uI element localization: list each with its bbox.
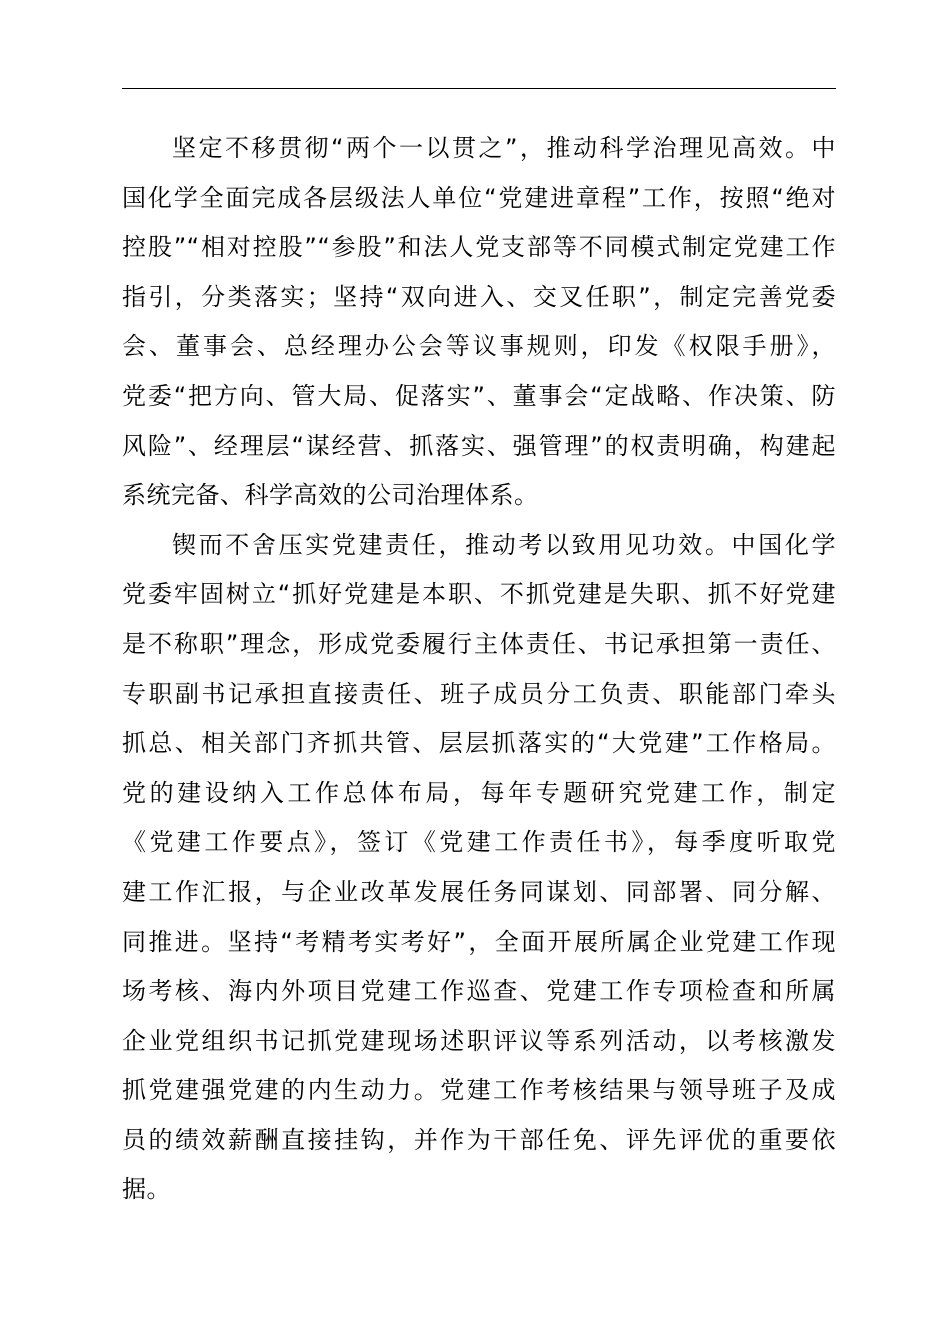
paragraph-line: 风险”、经理层“谋经营、抓落实、强管理”的权责明确，构建起 (122, 431, 836, 460)
paragraph-line: 会、董事会、总经理办公会等议事规则，印发《权限手册》， (122, 332, 836, 361)
paragraph-responsibility (122, 521, 836, 1215)
paragraph-line: 建工作汇报，与企业改革发展任务同谋划、同部署、同分解、 (122, 877, 836, 906)
paragraph-line: 员的绩效薪酬直接挂钩，并作为干部任免、评先评优的重要依 (122, 1125, 836, 1154)
paragraph-line: 专职副书记承担直接责任、班子成员分工负责、职能部门牵头 (122, 679, 836, 708)
paragraph-line: 抓总、相关部门齐抓共管、层层抓落实的“大党建”工作格局。 (122, 729, 836, 758)
paragraph-line: 党委“把方向、管大局、促落实”、董事会“定战略、作决策、防 (122, 381, 836, 410)
paragraph-line: 控股”“相对控股”“参股”和法人党支部等不同模式制定党建工作 (122, 233, 836, 262)
paragraph-line: 场考核、海内外项目党建工作巡查、党建工作专项检查和所属 (122, 977, 836, 1006)
paragraph-line: 系统完备、科学高效的公司治理体系。 (122, 481, 539, 510)
paragraph-line: 坚定不移贯彻“两个一以贯之”，推动科学治理见高效。中 (172, 134, 836, 162)
paragraph-line: 党的建设纳入工作总体布局，每年专题研究党建工作，制定 (122, 778, 836, 807)
paragraph-line: 据。 (122, 1175, 171, 1204)
paragraph-line: 企业党组织书记抓党建现场述职评议等系列活动，以考核激发 (122, 1026, 836, 1055)
paragraph-line: 国化学全面完成各层级法人单位“党建进章程”工作，按照“绝对 (122, 183, 836, 212)
paragraph-line: 锲而不舍压实党建责任，推动考以致用见功效。中国化学 (172, 530, 836, 559)
paragraph-line: 党委牢固树立“抓好党建是本职、不抓党建是失职、抓不好党建 (122, 580, 836, 609)
paragraph-line: 抓党建强党建的内生动力。党建工作考核结果与领导班子及成 (122, 1076, 836, 1105)
paragraph-line: 是不称职”理念，形成党委履行主体责任、书记承担第一责任、 (122, 629, 836, 658)
paragraph-line: 指引，分类落实；坚持“双向进入、交叉任职”，制定完善党委 (122, 282, 836, 311)
paragraph-governance (122, 124, 836, 521)
document-body (122, 124, 836, 1215)
paragraph-line: 同推进。坚持“考精考实考好”，全面开展所属企业党建工作现 (122, 927, 836, 956)
header-rule (122, 88, 836, 89)
paragraph-line: 《党建工作要点》，签订《党建工作责任书》，每季度听取党 (122, 828, 836, 857)
